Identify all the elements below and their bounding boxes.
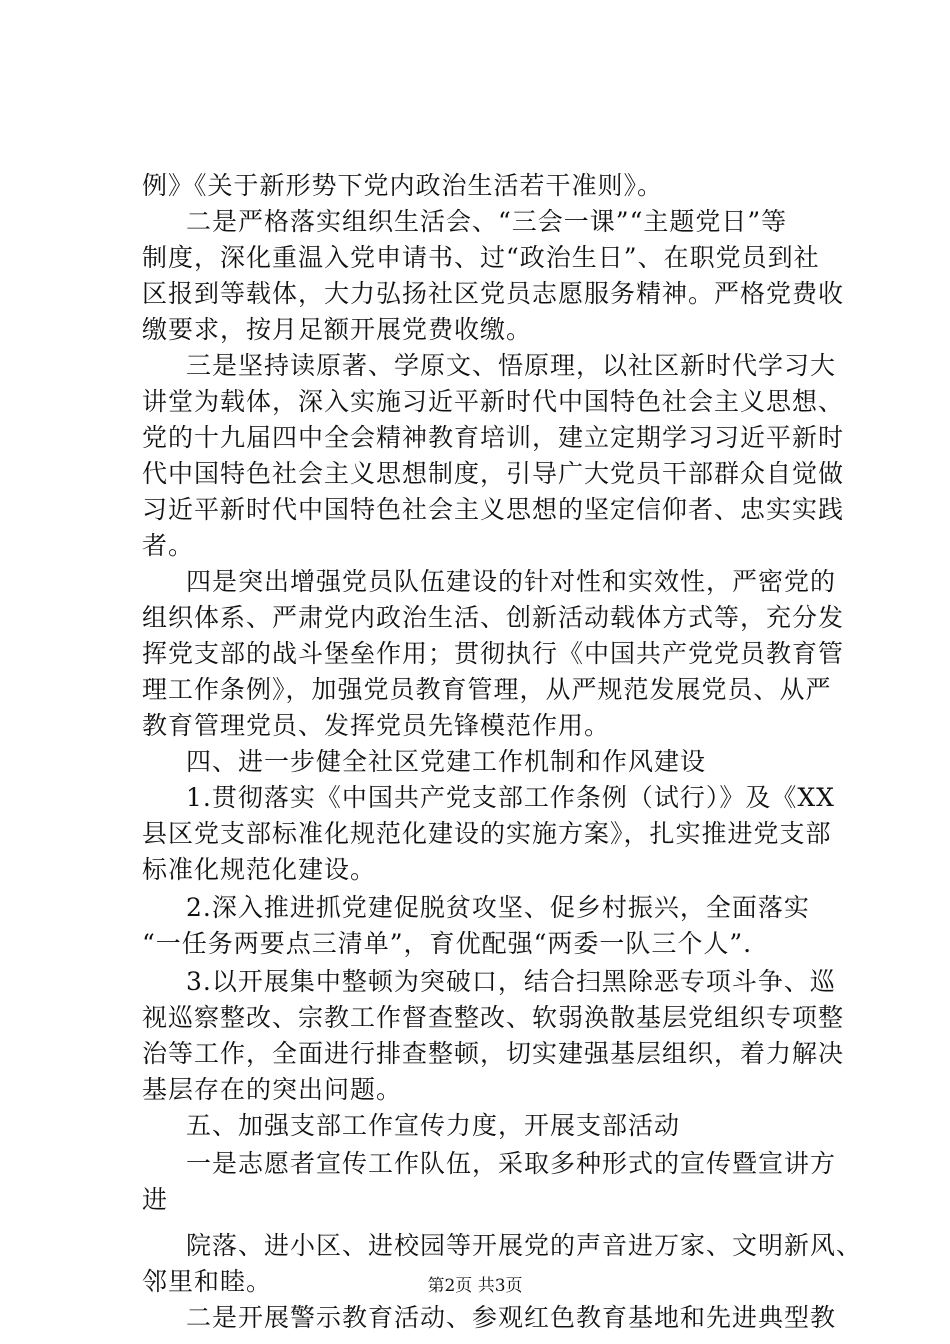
text-line: 代中国特色社会主义思想制度，引导广大党员干部群众自觉做 <box>142 459 845 488</box>
text-line: 治等工作，全面进行排查整顿，切实建强基层组织，着力解决 <box>142 1039 845 1068</box>
text-line: 院落、进小区、进校园等开展党的声音进万家、文明新风、 <box>186 1231 863 1260</box>
text-line: 讲堂为载体，深入实施习近平新时代中国特色社会主义思想、 <box>142 387 845 416</box>
text-line: 理工作条例》，加强党员教育管理，从严规范发展党员、从严 <box>142 675 832 704</box>
page-number: 第2页 共3页 <box>427 1276 523 1296</box>
text-line: 区报到等载体，大力弘扬社区党员志愿服务精神。严格党费收 <box>142 279 845 308</box>
text-line: 县区党支部标准化规范化建设的实施方案》，扎实推进党支部 <box>142 819 832 848</box>
text-line: 组织体系、严肃党内政治生活、创新活动载体方式等，充分发 <box>142 603 845 632</box>
text-line: “一任务两要点三清单”，育优配强“两委一队三个人”. <box>142 929 753 958</box>
section-heading: 五、加强支部工作宣传力度，开展支部活动 <box>186 1111 681 1140</box>
text-line: 者。 <box>142 531 195 560</box>
text-line: 例》《关于新形势下党内政治生活若干准则》。 <box>142 171 664 200</box>
text-line: 标准化规范化建设。 <box>142 855 377 884</box>
text-line: 2.深入推进抓党建促脱贫攻坚、促乡村振兴，全面落实 <box>186 893 810 922</box>
text-line: 制度，深化重温入党申请书、过“政治生日”、在职党员到社 <box>142 243 820 272</box>
text-line: 教育管理党员、发挥党员先锋模范作用。 <box>142 711 611 740</box>
text-line: 基层存在的突出问题。 <box>142 1075 403 1104</box>
text-line: 二是严格落实组织生活会、“三会一课”“主题党日”等 <box>186 207 788 236</box>
text-line: 习近平新时代中国特色社会主义思想的坚定信仰者、忠实实践 <box>142 495 845 524</box>
section-heading: 四、进一步健全社区党建工作机制和作风建设 <box>186 747 707 776</box>
text-line: 四是突出增强党员队伍建设的针对性和实效性，严密党的 <box>186 567 837 596</box>
text-line: 邻里和睦。 <box>142 1267 273 1296</box>
text-line: 3.以开展集中整顿为突破口，结合扫黑除恶专项斗争、巡 <box>186 967 836 996</box>
text-line: 1.贯彻落实《中国共产党支部工作条例（试行）》及《XX <box>186 783 835 812</box>
text-line: 挥党支部的战斗堡垒作用；贯彻执行《中国共产党党员教育管 <box>142 639 845 668</box>
text-line: 视巡察整改、宗教工作督查整改、软弱涣散基层党组织专项整 <box>142 1003 845 1032</box>
text-line: 党的十九届四中全会精神教育培训，建立定期学习习近平新时 <box>142 423 845 452</box>
text-line: 二是开展警示教育活动、参观红色教育基地和先进典型教 <box>186 1303 837 1332</box>
text-line: 一是志愿者宣传工作队伍，采取多种形式的宣传暨宣讲方 <box>186 1149 837 1178</box>
text-line: 三是坚持读原著、学原文、悟原理，以社区新时代学习大 <box>186 351 837 380</box>
text-line: 进 <box>142 1185 169 1214</box>
text-line: 缴要求，按月足额开展党费收缴。 <box>142 315 533 344</box>
